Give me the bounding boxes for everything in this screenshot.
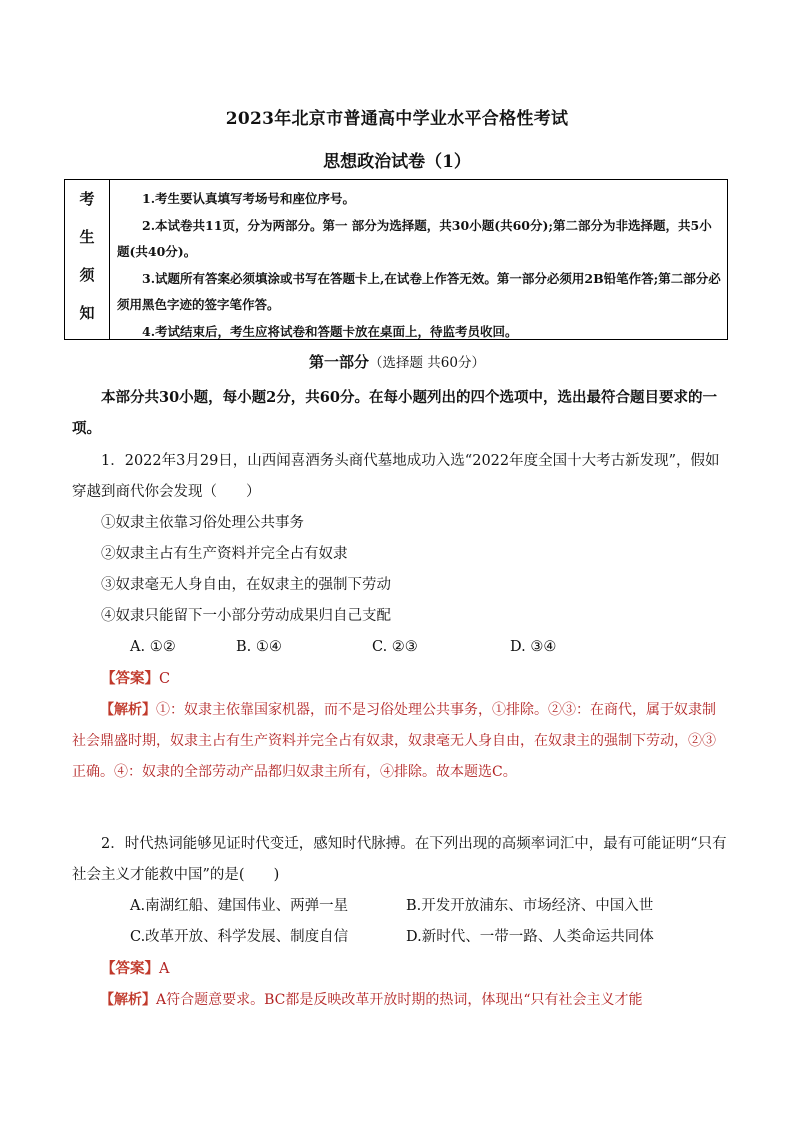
q2-option: C.改革开放、科学发展、制度自信 — [130, 929, 349, 945]
notice-body — [117, 186, 723, 345]
notice-item: 2.本试卷共11页，分为两部分。第一 部分为选择题，共30小题(共60分);第二部分为非选择题，共5小题(共40分)。 — [117, 217, 712, 259]
part1-intro-block — [72, 382, 728, 444]
q1-options — [72, 632, 728, 663]
exam-subtitle: 思想政治试卷（1） — [323, 152, 471, 172]
q2-answer-tag: 【答案】 — [101, 960, 159, 977]
q2-option: B.开发开放浦东、市场经济、中国入世 — [406, 898, 654, 914]
q1-answer-tag: 【答案】 — [101, 670, 159, 687]
q1-answer-value: C — [159, 671, 171, 687]
q2-option: A.南湖红船、建国伟业、两弹一星 — [130, 898, 349, 914]
q2-options-row1 — [72, 891, 728, 922]
notice-box — [64, 179, 728, 340]
q1-answer — [72, 663, 728, 695]
q1-statement: ④奴隶只能留下一小部分劳动成果归自己支配 — [101, 608, 391, 624]
q1-statement: ③奴隶毫无人身自由，在奴隶主的强制下劳动 — [101, 577, 391, 593]
notice-label — [65, 180, 110, 339]
question-2 — [72, 829, 728, 1016]
notice-item: 4.考试结束后，考生应将试卷和答题卡放在桌面上，待监考员收回。 — [142, 323, 518, 339]
q1-option: B. ①④ — [236, 639, 282, 655]
q1-analysis-text: ①：奴隶主依靠国家机器，而不是习俗处理公共事务，①排除。②③：在商代，属于奴隶制社会鼎盛时期，奴隶主占有生产资料并完全占有奴隶，奴隶毫无人身自由，在奴隶主的强制下劳动，②③正确。④：奴隶的全部劳动产品都归奴隶主所有，④排除。故本题选C。 — [72, 702, 716, 780]
q1-option: C. ②③ — [372, 639, 418, 655]
part1-title — [0, 351, 794, 372]
q1-analysis — [72, 695, 728, 788]
q1-option: D. ③④ — [510, 639, 557, 655]
q2-analysis — [72, 985, 728, 1016]
part1-title-note: （选择题 共60分） — [369, 355, 485, 371]
notice-item: 1.考生要认真填写考场号和座位序号。 — [142, 191, 356, 206]
part1-title-text: 第一部分 — [309, 353, 370, 371]
notice-label-char: 生 — [79, 228, 95, 246]
q2-options-row2 — [72, 922, 728, 953]
notice-item: 3.试题所有答案必须填涂或书写在答题卡上,在试卷上作答无效。第一部分必须用2B铅笔作答;第二部分必须用黑色字迹的签字笔作答。 — [117, 270, 721, 312]
q1-option: A. ①② — [130, 639, 176, 655]
notice-label-char: 须 — [79, 266, 95, 284]
q2-stem: 2．时代热词能够见证时代变迁，感知时代脉搏。在下列出现的高频率词汇中，最有可能证明“只有社会主义才能救中国”的是( ) — [72, 836, 727, 883]
q1-stem: 1．2022年3月29日，山西闻喜酒务头商代墓地成功入选“2022年度全国十大考古新发现”，假如穿越到商代你会发现（ ） — [72, 453, 720, 500]
q1-statement: ①奴隶主依靠习俗处理公共事务 — [101, 515, 304, 531]
q1-analysis-tag: 【解析】 — [100, 702, 156, 718]
question-1 — [72, 446, 728, 788]
q2-analysis-text: A符合题意要求。BC都是反映改革开放时期的热词，体现出“只有社会主义才能 — [156, 992, 643, 1008]
notice-label-char: 知 — [79, 304, 95, 322]
q2-answer-value: A — [159, 961, 170, 977]
q1-statement: ②奴隶主占有生产资料并完全占有奴隶 — [101, 546, 348, 562]
part1-intro: 本部分共30小题，每小题2分，共60分。在每小题列出的四个选项中，选出最符合题目要求的一项。 — [72, 389, 717, 437]
notice-label-char: 考 — [79, 190, 95, 208]
q2-option: D.新时代、一带一路、人类命运共同体 — [406, 929, 654, 945]
exam-title: 2023年北京市普通高中学业水平合格性考试 — [225, 109, 569, 129]
q2-analysis-tag: 【解析】 — [100, 992, 156, 1008]
q2-answer — [72, 953, 728, 985]
